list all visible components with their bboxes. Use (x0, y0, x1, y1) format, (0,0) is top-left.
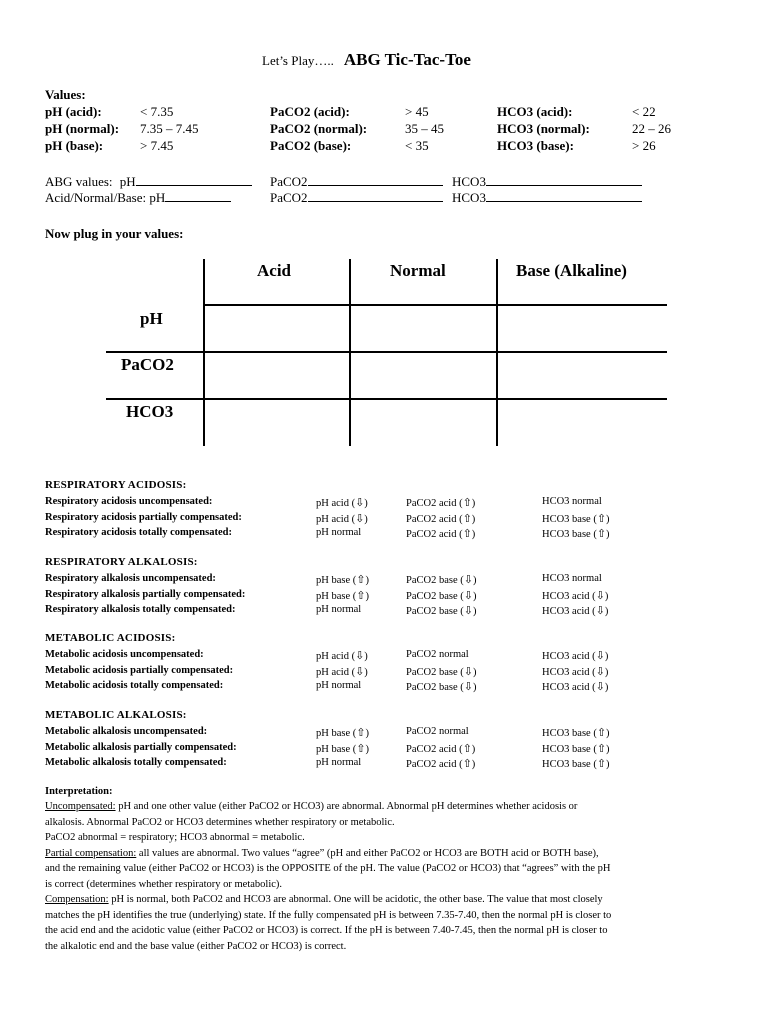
grid-row-ph: pH (140, 309, 163, 328)
value-paco2-text: PaCO2 normal (406, 726, 469, 737)
close-paren: ) (364, 666, 368, 678)
value-hco3-text: HCO3 base ( (542, 513, 597, 525)
abg-paco2-label: PaCO2 (270, 174, 308, 189)
interpretation-line (45, 924, 607, 938)
value-ph-text: pH normal (316, 680, 362, 692)
interpretation-line (45, 831, 305, 845)
value-ph-text: pH acid ( (316, 666, 356, 678)
interpretation-text: the acid end and the acidotic value (either PaCO2 or HCO3) is correct. If the pH is between 7.40-7.45, then the normal pH is closer to (45, 925, 608, 936)
close-paren: ) (365, 590, 369, 602)
value-label: pH (acid): (45, 104, 102, 119)
cell-paco2-base[interactable] (498, 353, 666, 397)
abg-paco2-row (270, 174, 443, 190)
value-ph (316, 589, 369, 602)
cell-ph-acid[interactable] (205, 306, 348, 350)
interpretation-line (45, 800, 577, 814)
value-hco3-text: HCO3 base ( (542, 728, 597, 739)
value-ph (316, 512, 368, 525)
close-paren: ) (364, 498, 368, 509)
condition-label: Respiratory alkalosis partially compensated: (45, 588, 246, 600)
close-paren: ) (471, 513, 476, 525)
value-ph (316, 649, 368, 662)
condition-label: Respiratory acidosis totally compensated: (45, 527, 232, 539)
cell-hco3-acid[interactable] (205, 400, 348, 445)
value-hco3 (542, 604, 608, 617)
close-paren: ) (472, 682, 477, 694)
value-hco3 (542, 726, 610, 739)
close-paren: ) (472, 606, 477, 618)
value-paco2-text: PaCO2 base ( (406, 575, 464, 586)
value-paco2 (406, 649, 469, 660)
value-ph (316, 742, 369, 755)
value-ph-text: pH acid ( (316, 651, 356, 662)
value-label: pH (base): (45, 138, 104, 153)
down-arrow-icon: ⇩ (355, 496, 365, 509)
close-paren: ) (364, 651, 368, 662)
value-ph-text: pH base ( (316, 743, 357, 755)
abg-class-paco2-input[interactable] (308, 190, 443, 202)
down-arrow-icon: ⇩ (463, 588, 473, 602)
interpretation-text: matches the pH identifies the true (underlying) state. If the fully compensated pH is between 7.35-7.40, then the normal pH is closer to (45, 909, 612, 921)
close-paren: ) (472, 666, 477, 678)
condition-label: Respiratory acidosis partially compensated: (45, 511, 242, 523)
value-ph (316, 527, 361, 538)
abg-class-paco2-row (270, 190, 443, 206)
value-hco3-text: HCO3 acid ( (542, 651, 596, 662)
interpretation-line (45, 878, 282, 892)
interpretation-term: Partial compensation: (45, 847, 137, 859)
abg-hco3-input[interactable] (486, 174, 642, 186)
value-hco3 (542, 742, 610, 755)
value-paco2-text: PaCO2 base ( (406, 682, 464, 694)
value-paco2-text: PaCO2 acid ( (406, 743, 463, 755)
value-label: PaCO2 (normal): (270, 121, 368, 136)
up-arrow-icon: ⇧ (356, 573, 366, 586)
value-paco2 (406, 496, 475, 509)
interpretation-text: the alkalotic end and the base value (either PaCO2 or HCO3) is correct. (45, 940, 347, 952)
interpretation-line (45, 862, 611, 876)
up-arrow-icon: ⇧ (462, 741, 472, 755)
interpretation-line (45, 893, 603, 907)
value-paco2 (406, 573, 476, 586)
value-ph (316, 604, 361, 615)
abg-class-hco3-label: HCO3 (452, 190, 486, 205)
value-ph-text: pH base ( (316, 728, 357, 739)
value-hco3-text: HCO3 base ( (542, 529, 597, 541)
value-label: HCO3 (base): (497, 138, 574, 153)
up-arrow-icon: ⇧ (462, 496, 472, 509)
close-paren: ) (606, 743, 610, 755)
section-heading: RESPIRATORY ALKALOSIS: (45, 556, 198, 568)
abg-class-paco2-label: PaCO2 (270, 190, 308, 205)
value-paco2 (406, 680, 476, 693)
value-label: HCO3 (acid): (497, 104, 573, 119)
interpretation-line (45, 940, 346, 954)
down-arrow-icon: ⇩ (463, 573, 473, 586)
value-hco3 (542, 665, 608, 678)
up-arrow-icon: ⇧ (356, 741, 366, 755)
interpretation-heading: Interpretation: (45, 786, 113, 797)
value-range: < 35 (405, 138, 429, 153)
up-arrow-icon: ⇧ (596, 511, 607, 525)
value-paco2-text: PaCO2 acid ( (406, 759, 463, 771)
close-paren: ) (471, 759, 476, 771)
value-hco3 (542, 649, 608, 662)
close-paren: ) (604, 682, 609, 694)
value-paco2-text: PaCO2 acid ( (406, 513, 463, 525)
value-hco3-text: HCO3 normal (542, 496, 602, 507)
down-arrow-icon: ⇩ (595, 664, 605, 678)
value-paco2-text: PaCO2 acid ( (406, 529, 463, 541)
down-arrow-icon: ⇩ (595, 604, 605, 618)
down-arrow-icon: ⇩ (595, 649, 605, 662)
interpretation-text: and the remaining value (either PaCO2 or HCO3) is the OPPOSITE of the pH. The value (PaCO2 or HCO3) that “agrees” with the pH (45, 863, 611, 874)
value-ph-text: pH acid ( (316, 513, 356, 525)
down-arrow-icon: ⇩ (355, 511, 365, 525)
value-paco2 (406, 726, 469, 737)
abg-values-label: ABG values: (45, 174, 113, 189)
close-paren: ) (604, 651, 609, 662)
value-ph-text: pH base ( (316, 590, 357, 602)
value-range: > 26 (632, 138, 656, 153)
up-arrow-icon: ⇧ (462, 511, 472, 525)
close-paren: ) (365, 728, 369, 739)
value-hco3-text: HCO3 acid ( (542, 682, 596, 694)
value-paco2-text: PaCO2 acid ( (406, 498, 463, 509)
condition-label: Metabolic alkalosis totally compensated: (45, 757, 227, 769)
value-label: PaCO2 (acid): (270, 104, 350, 119)
cell-hco3-base[interactable] (498, 400, 666, 445)
value-hco3 (542, 680, 608, 693)
value-range: 35 – 45 (405, 121, 444, 136)
page-title (262, 50, 471, 70)
value-label: PaCO2 (base): (270, 138, 352, 153)
abg-hco3-row (452, 174, 642, 190)
abg-class-label: Acid/Normal/Base: pH (45, 190, 166, 205)
value-ph (316, 665, 368, 678)
value-hco3-text: HCO3 acid ( (542, 606, 596, 618)
interpretation-term: Compensation: (45, 894, 109, 905)
close-paren: ) (604, 590, 609, 602)
value-paco2 (406, 512, 475, 525)
value-hco3-text: HCO3 normal (542, 573, 602, 584)
abg-values-row (45, 174, 252, 190)
abg-hco3-label: HCO3 (452, 174, 486, 189)
down-arrow-icon: ⇩ (595, 588, 605, 602)
condition-label: Respiratory acidosis uncompensated: (45, 496, 213, 507)
condition-label: Metabolic acidosis totally compensated: (45, 680, 224, 692)
value-range: > 45 (405, 104, 429, 119)
value-range: > 7.45 (140, 138, 174, 153)
close-paren: ) (472, 590, 477, 602)
close-paren: ) (604, 606, 609, 618)
title-main: ABG Tic-Tac-Toe (343, 50, 471, 69)
down-arrow-icon: ⇩ (463, 604, 473, 618)
grid-col-normal: Normal (390, 261, 446, 280)
plug-in-instruction: Now plug in your values: (45, 226, 184, 241)
title-prefix: Let’s Play….. (262, 53, 334, 68)
values-heading: Values: (45, 87, 86, 102)
value-hco3 (542, 589, 608, 602)
close-paren: ) (365, 743, 369, 755)
value-ph-text: pH normal (316, 604, 362, 616)
up-arrow-icon: ⇧ (596, 527, 607, 541)
close-paren: ) (604, 666, 609, 678)
value-range: < 22 (632, 104, 656, 119)
value-hco3 (542, 496, 602, 507)
down-arrow-icon: ⇩ (595, 680, 605, 694)
value-paco2-text: PaCO2 base ( (406, 606, 464, 618)
value-ph (316, 496, 368, 509)
up-arrow-icon: ⇧ (462, 757, 472, 771)
condition-label: Metabolic alkalosis partially compensated: (45, 741, 237, 753)
cell-ph-normal[interactable] (351, 306, 495, 350)
up-arrow-icon: ⇧ (356, 726, 366, 739)
interpretation-line (45, 847, 599, 861)
close-paren: ) (606, 513, 610, 525)
close-paren: ) (606, 728, 610, 739)
close-paren: ) (472, 575, 477, 586)
value-paco2-text: PaCO2 normal (406, 649, 469, 660)
cell-paco2-acid[interactable] (205, 353, 348, 397)
abg-class-hco3-input[interactable] (486, 190, 642, 202)
down-arrow-icon: ⇩ (355, 649, 365, 662)
value-paco2 (406, 757, 475, 770)
cell-hco3-normal[interactable] (351, 400, 495, 445)
close-paren: ) (471, 743, 476, 755)
condition-label: Respiratory alkalosis totally compensated: (45, 604, 236, 616)
value-hco3 (542, 573, 602, 584)
value-paco2-text: PaCO2 base ( (406, 666, 464, 678)
value-hco3-text: HCO3 base ( (542, 759, 597, 771)
down-arrow-icon: ⇩ (463, 680, 473, 694)
down-arrow-icon: ⇩ (463, 664, 473, 678)
value-hco3-text: HCO3 base ( (542, 743, 597, 755)
interpretation-text: PaCO2 abnormal = respiratory; HCO3 abnormal = metabolic. (45, 832, 305, 843)
value-ph-text: pH acid ( (316, 498, 356, 509)
value-hco3 (542, 757, 610, 770)
interpretation-text: pH is normal, both PaCO2 and HCO3 are abnormal. One will be acidotic, the other base. The value that most closely (108, 894, 603, 905)
value-ph (316, 573, 369, 586)
close-paren: ) (471, 529, 476, 541)
close-paren: ) (606, 759, 610, 771)
cell-paco2-normal[interactable] (351, 353, 495, 397)
interpretation-text: alkalosis. Abnormal PaCO2 or HCO3 determines whether respiratory or metabolic. (45, 816, 395, 828)
up-arrow-icon: ⇧ (596, 726, 607, 739)
down-arrow-icon: ⇩ (355, 664, 365, 678)
condition-label: Metabolic alkalosis uncompensated: (45, 726, 208, 737)
condition-label: Metabolic acidosis uncompensated: (45, 649, 204, 660)
interpretation-line (45, 816, 395, 830)
abg-paco2-input[interactable] (308, 174, 443, 186)
up-arrow-icon: ⇧ (596, 741, 607, 755)
up-arrow-icon: ⇧ (356, 588, 366, 602)
value-ph-text: pH normal (316, 757, 362, 769)
value-label: pH (normal): (45, 121, 120, 136)
section-heading: METABOLIC ACIDOSIS: (45, 632, 176, 644)
value-hco3-text: HCO3 acid ( (542, 590, 596, 602)
condition-label: Metabolic acidosis partially compensated: (45, 664, 234, 676)
cell-ph-base[interactable] (498, 306, 666, 350)
grid-col-acid: Acid (257, 261, 291, 280)
section-heading: METABOLIC ALKALOSIS: (45, 709, 187, 721)
value-paco2 (406, 527, 475, 540)
value-paco2-text: PaCO2 base ( (406, 590, 464, 602)
close-paren: ) (365, 575, 369, 586)
grid-col-base: Base (Alkaline) (516, 261, 627, 280)
value-hco3 (542, 512, 610, 525)
value-paco2 (406, 665, 476, 678)
value-paco2 (406, 604, 476, 617)
value-ph (316, 757, 361, 768)
section-heading: RESPIRATORY ACIDOSIS: (45, 479, 187, 491)
interpretation-text: is correct (determines whether respiratory or metabolic). (45, 878, 283, 890)
interpretation-line (45, 909, 611, 923)
close-paren: ) (606, 529, 610, 541)
grid-row-paco2: PaCO2 (121, 355, 174, 374)
value-range: 22 – 26 (632, 121, 671, 136)
value-ph (316, 726, 369, 739)
value-ph-text: pH base ( (316, 575, 357, 586)
value-range: < 7.35 (140, 104, 174, 119)
grid-row-hco3: HCO3 (126, 402, 174, 421)
interpretation-text: pH and one other value (either PaCO2 or HCO3) are abnormal. Abnormal pH determines whether acidosis or (115, 801, 578, 812)
up-arrow-icon: ⇧ (462, 527, 472, 541)
value-range: 7.35 – 7.45 (140, 121, 199, 136)
value-label: HCO3 (normal): (497, 121, 590, 136)
value-hco3 (542, 527, 610, 540)
abg-class-hco3-row (452, 190, 642, 206)
interpretation-text: all values are abnormal. Two values “agree” (pH and either PaCO2 or HCO3 are BOTH acid or BOTH base), (136, 847, 599, 859)
up-arrow-icon: ⇧ (596, 757, 607, 771)
value-ph-text: pH normal (316, 527, 362, 539)
value-ph (316, 680, 361, 691)
value-paco2 (406, 589, 476, 602)
value-hco3-text: HCO3 acid ( (542, 666, 596, 678)
value-paco2 (406, 742, 475, 755)
abg-class-ph-input[interactable] (165, 190, 231, 202)
condition-label: Respiratory alkalosis uncompensated: (45, 573, 216, 584)
abg-ph-input[interactable] (136, 174, 252, 186)
interpretation-term: Uncompensated: (45, 801, 116, 812)
abg-ph-label: pH (119, 174, 136, 189)
close-paren: ) (471, 498, 476, 509)
abg-class-row (45, 190, 231, 206)
close-paren: ) (364, 513, 368, 525)
